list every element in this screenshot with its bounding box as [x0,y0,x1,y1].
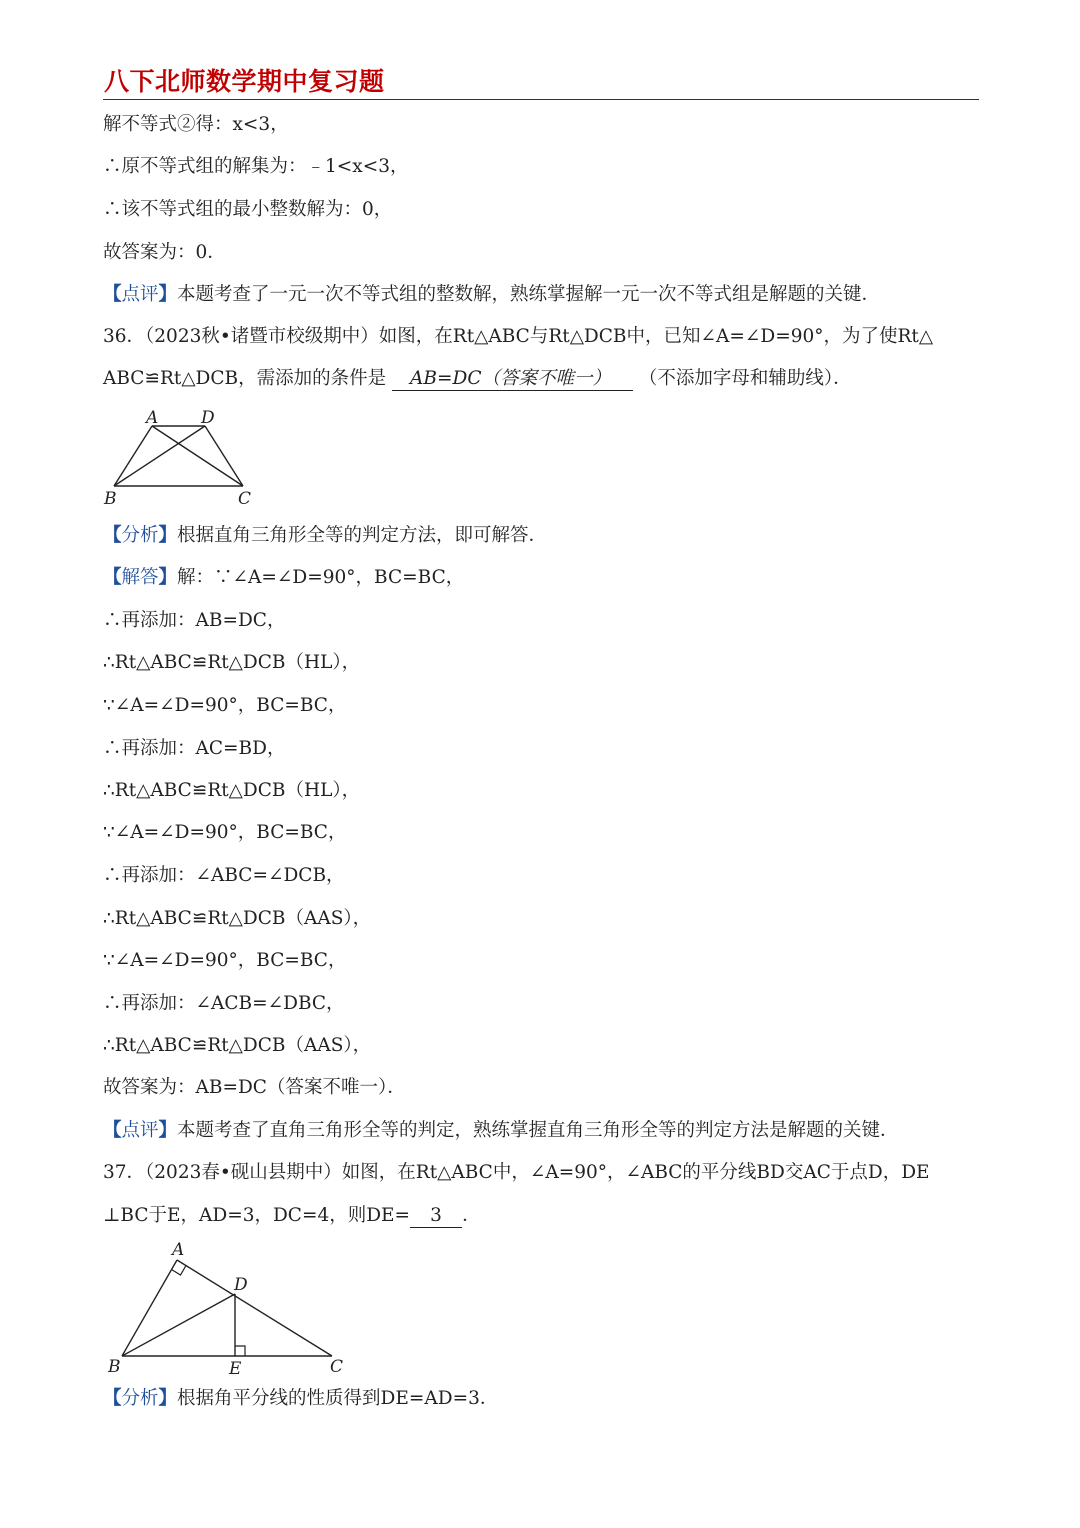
q36-step: ∵∠A=∠D=90°，BC=BC， [103,950,347,971]
q36-label-c: C [238,489,252,509]
q36-stem-tail: （不添加字母和辅助线）． [638,368,852,389]
solution-first-line: 解：∵∠A=∠D=90°，BC=BC， [177,567,465,588]
q37-right-angle-e [235,1346,245,1356]
comment-line: 【点评】本题考查了一元一次不等式组的整数解，熟练掌握解一元一次不等式组是解题的关键． [103,284,881,305]
q36-stem-text: ABC≌Rt△DCB，需添加的条件是 [103,368,387,389]
q36-step: ∴Rt△ABC≌Rt△DCB（AAS）， [103,1035,372,1056]
q36-step: ∵∠A=∠D=90°，BC=BC， [103,695,347,716]
q36-analysis: 【分析】根据直角三角形全等的判定方法，即可解答． [103,525,548,546]
q37-label-a: A [172,1240,185,1260]
q37-stem-text: ⊥BC于E，AD=3，DC=4，则DE= [103,1205,411,1226]
q36-segment-db [114,426,205,486]
solution-line: 故答案为：0． [103,242,226,263]
q37-stem-line1: 37．（2023春•砚山县期中）如图，在Rt△ABC中，∠A=90°，∠ABC的平分线BD交AC于点D，DE [103,1162,930,1183]
analysis-text: 根据角平分线的性质得到DE=AD=3． [177,1388,499,1409]
page-title: 八下北师数学期中复习题 [104,67,385,96]
q36-figure [100,402,270,514]
q36-stem-line2 [103,368,852,391]
solution-line: 解不等式②得：x<3， [103,114,289,135]
q36-step: ∴Rt△ABC≌Rt△DCB（HL）， [103,780,361,801]
q36-segment-dc [205,426,243,486]
q37-stem-line2 [103,1205,481,1228]
q36-answer-blank: AB=DC（答案不唯一） [392,368,633,391]
solution-tag: 解答 [121,567,159,588]
q37-segment-ac [177,1260,332,1356]
solution-line: ∴原不等式组的解集为：﹣1<x<3， [103,156,409,177]
q36-segment-ac [152,426,243,486]
q37-label-d: D [234,1275,248,1295]
q37-segment-bd [122,1294,235,1356]
q36-step: ∵∠A=∠D=90°，BC=BC， [103,822,347,843]
q36-label-a: A [146,408,159,428]
comment-text: 本题考查了一元一次不等式组的整数解，熟练掌握解一元一次不等式组是解题的关键． [177,284,881,305]
q36-step: ∴再添加：∠ABC=∠DCB， [103,865,345,886]
q36-comment: 【点评】本题考查了直角三角形全等的判定，熟练掌握直角三角形全等的判定方法是解题的关键． [103,1120,899,1141]
q36-stem-line1: 36．（2023秋•诸暨市校级期中）如图，在Rt△ABC与Rt△DCB中，已知∠A=∠D=90°，为了使Rt△ [103,326,934,347]
q37-label-c: C [330,1357,344,1377]
comment-tag: 点评 [121,284,159,305]
comment-tag: 点评 [121,1120,159,1141]
q37-stem-tail: ． [462,1205,481,1226]
q36-step: ∴Rt△ABC≌Rt△DCB（AAS）， [103,908,372,929]
q36-label-b: B [104,489,117,509]
q37-figure [100,1236,360,1384]
q36-step: 故答案为：AB=DC（答案不唯一）． [103,1077,406,1098]
q37-analysis: 【分析】根据角平分线的性质得到DE=AD=3． [103,1388,499,1409]
q36-label-d: D [201,408,215,428]
q36-step: ∴再添加：AC=BD， [103,738,286,759]
q36-step: ∴Rt△ABC≌Rt△DCB（HL）， [103,652,361,673]
q36-solution: 【解答】解：∵∠A=∠D=90°，BC=BC， [103,567,465,588]
q37-answer-blank: 3 [410,1205,462,1228]
solution-line: ∴该不等式组的最小整数解为：0， [103,199,393,220]
header-divider [103,99,979,100]
q37-label-b: B [108,1357,121,1377]
q37-label-e: E [229,1359,242,1379]
q36-step: ∴再添加：∠ACB=∠DBC， [103,993,345,1014]
q36-segment-ab [114,426,152,486]
analysis-text: 根据直角三角形全等的判定方法，即可解答． [177,525,548,546]
analysis-tag: 分析 [121,525,159,546]
q36-step: ∴再添加：AB=DC， [103,610,286,631]
comment-text: 本题考查了直角三角形全等的判定，熟练掌握直角三角形全等的判定方法是解题的关键． [177,1120,899,1141]
analysis-tag: 分析 [121,1388,159,1409]
